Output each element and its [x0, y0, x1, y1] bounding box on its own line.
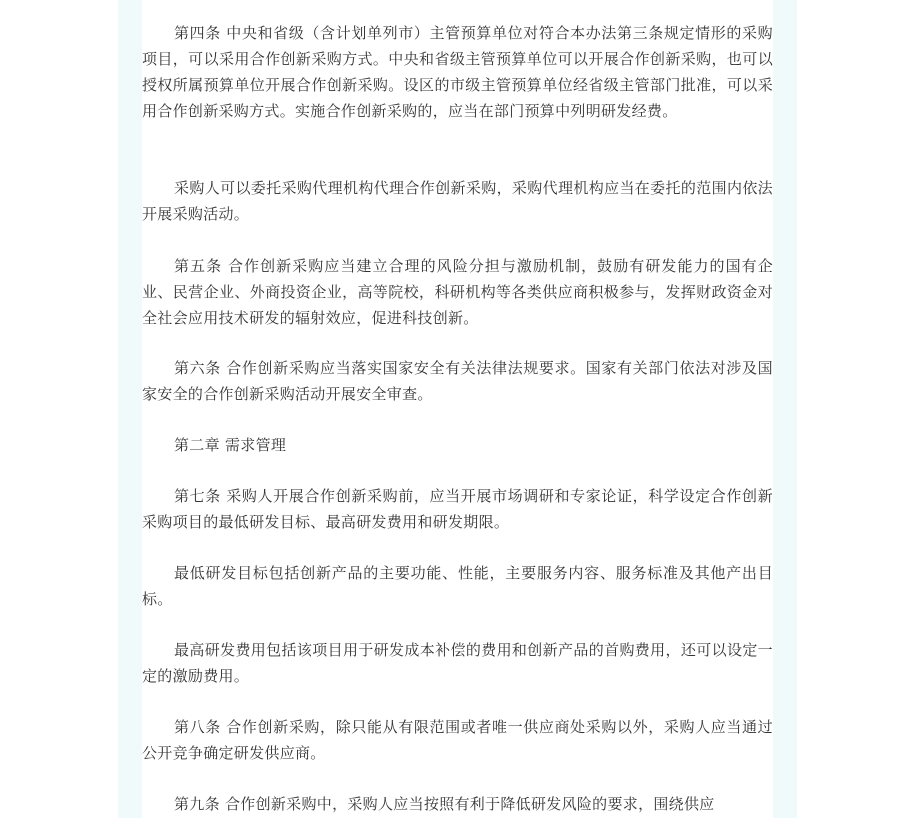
paragraph-article-9: 第九条 合作创新采购中，采购人应当按照有利于降低研发风险的要求，围绕供应: [174, 795, 715, 813]
paragraph-max-cost: 最高研发费用包括该项目用于研发成本补偿的费用和创新产品的首购费用，还可以设定一定的激励费用。: [142, 641, 773, 685]
paragraph-min-target: 最低研发目标包括创新产品的主要功能、性能，主要服务内容、服务标准及其他产出目标。: [142, 564, 773, 608]
right-side-band: [773, 0, 797, 818]
paragraph-article-7: 第七条 采购人开展合作创新采购前，应当开展市场调研和专家论证，科学设定合作创新采购项目的最低研发目标、最高研发费用和研发期限。: [142, 487, 773, 531]
paragraph-article-5: 第五条 合作创新采购应当建立合理的风险分担与激励机制，鼓励有研发能力的国有企业、民营企业、外商投资企业，高等院校，科研机构等各类供应商积极参与，发挥财政资金对全社会应用技术研发的辐射效应，促进科技创新。: [142, 257, 773, 327]
chapter-heading-demand-management: 第二章 需求管理: [174, 436, 287, 454]
paragraph-article-6: 第六条 合作创新采购应当落实国家安全有关法律法规要求。国家有关部门依法对涉及国家安全的合作创新采购活动开展安全审查。: [142, 359, 773, 403]
paragraph-agency-entrust: 采购人可以委托采购代理机构代理合作创新采购，采购代理机构应当在委托的范围内依法开展采购活动。: [142, 179, 773, 223]
paragraph-article-4: 第四条 中央和省级（含计划单列市）主管预算单位对符合本办法第三条规定情形的采购项目，可以采用合作创新采购方式。中央和省级主管预算单位可以开展合作创新采购，也可以授权所属预算单位开展合作创新采购。设区的市级主管预算单位经省级主管部门批准，可以采用合作创新采购方式。实施合作创新采购的，应当在部门预算中列明研发经费。: [142, 24, 773, 120]
article-body: [142, 0, 773, 818]
paragraph-article-8: 第八条 合作创新采购，除只能从有限范围或者唯一供应商处采购以外，采购人应当通过公开竞争确定研发供应商。: [142, 718, 773, 762]
left-side-band: [118, 0, 142, 818]
